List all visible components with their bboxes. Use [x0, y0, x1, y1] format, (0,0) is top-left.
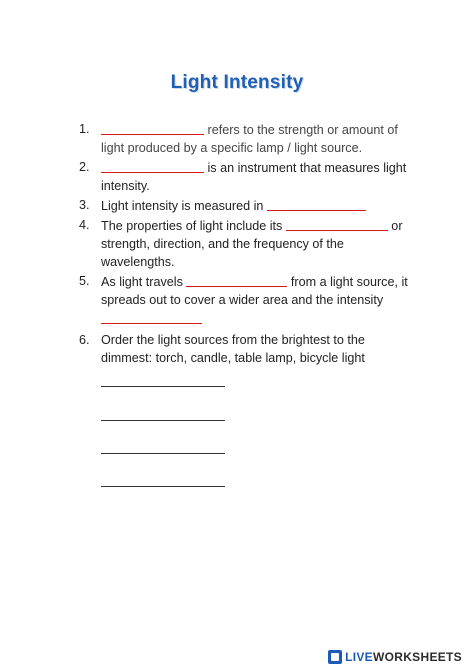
question-4: [0, 216, 474, 271]
question-number: 4.: [79, 218, 90, 232]
question-number: 6.: [79, 333, 90, 347]
question-text: from a light source, it spreads out to cover a wider area and the intensity: [101, 275, 408, 307]
order-answer-line-2[interactable]: [101, 420, 225, 421]
answer-blank-4[interactable]: [286, 217, 388, 231]
worksheet-title: Light Intensity: [170, 72, 304, 93]
liveworksheets-logo: [328, 648, 462, 666]
order-answer-line-3[interactable]: [101, 453, 225, 454]
question-text: As light travels: [101, 275, 187, 289]
answer-blank-6[interactable]: [101, 310, 202, 324]
question-number: 2.: [79, 160, 90, 174]
question-3: [0, 196, 474, 215]
worksheet-logo-icon: [328, 650, 342, 664]
question-list: [0, 120, 474, 367]
question-text: refers to the strength or amount of light produced by a specific lamp / light source.: [101, 123, 398, 155]
question-number: 1.: [79, 122, 90, 136]
question-text: or strength, direction, and the frequency of the wavelengths.: [101, 219, 403, 269]
question-text: is an instrument that measures light intensity.: [101, 161, 407, 193]
answer-blank-2[interactable]: [101, 159, 204, 173]
question-2: [0, 158, 474, 195]
question-text: Light intensity is measured in: [101, 199, 267, 213]
brand-prefix: LIVE: [345, 650, 373, 664]
order-answer-line-4[interactable]: [101, 486, 225, 487]
question-number: 3.: [79, 198, 90, 212]
answer-blank-1[interactable]: [101, 121, 204, 135]
question-6: [0, 331, 474, 367]
answer-blank-5[interactable]: [186, 273, 287, 287]
question-text: The properties of light include its: [101, 219, 286, 233]
answer-blank-3[interactable]: [267, 197, 366, 211]
brand-suffix: WORKSHEETS: [372, 650, 462, 664]
order-answer-line-1[interactable]: [101, 386, 225, 387]
question-number: 5.: [79, 274, 90, 288]
question-1: [0, 120, 474, 157]
question-5: [0, 272, 474, 328]
question-text: Order the light sources from the brightest to the dimmest: torch, candle, table lamp, bicycle light: [101, 333, 365, 365]
